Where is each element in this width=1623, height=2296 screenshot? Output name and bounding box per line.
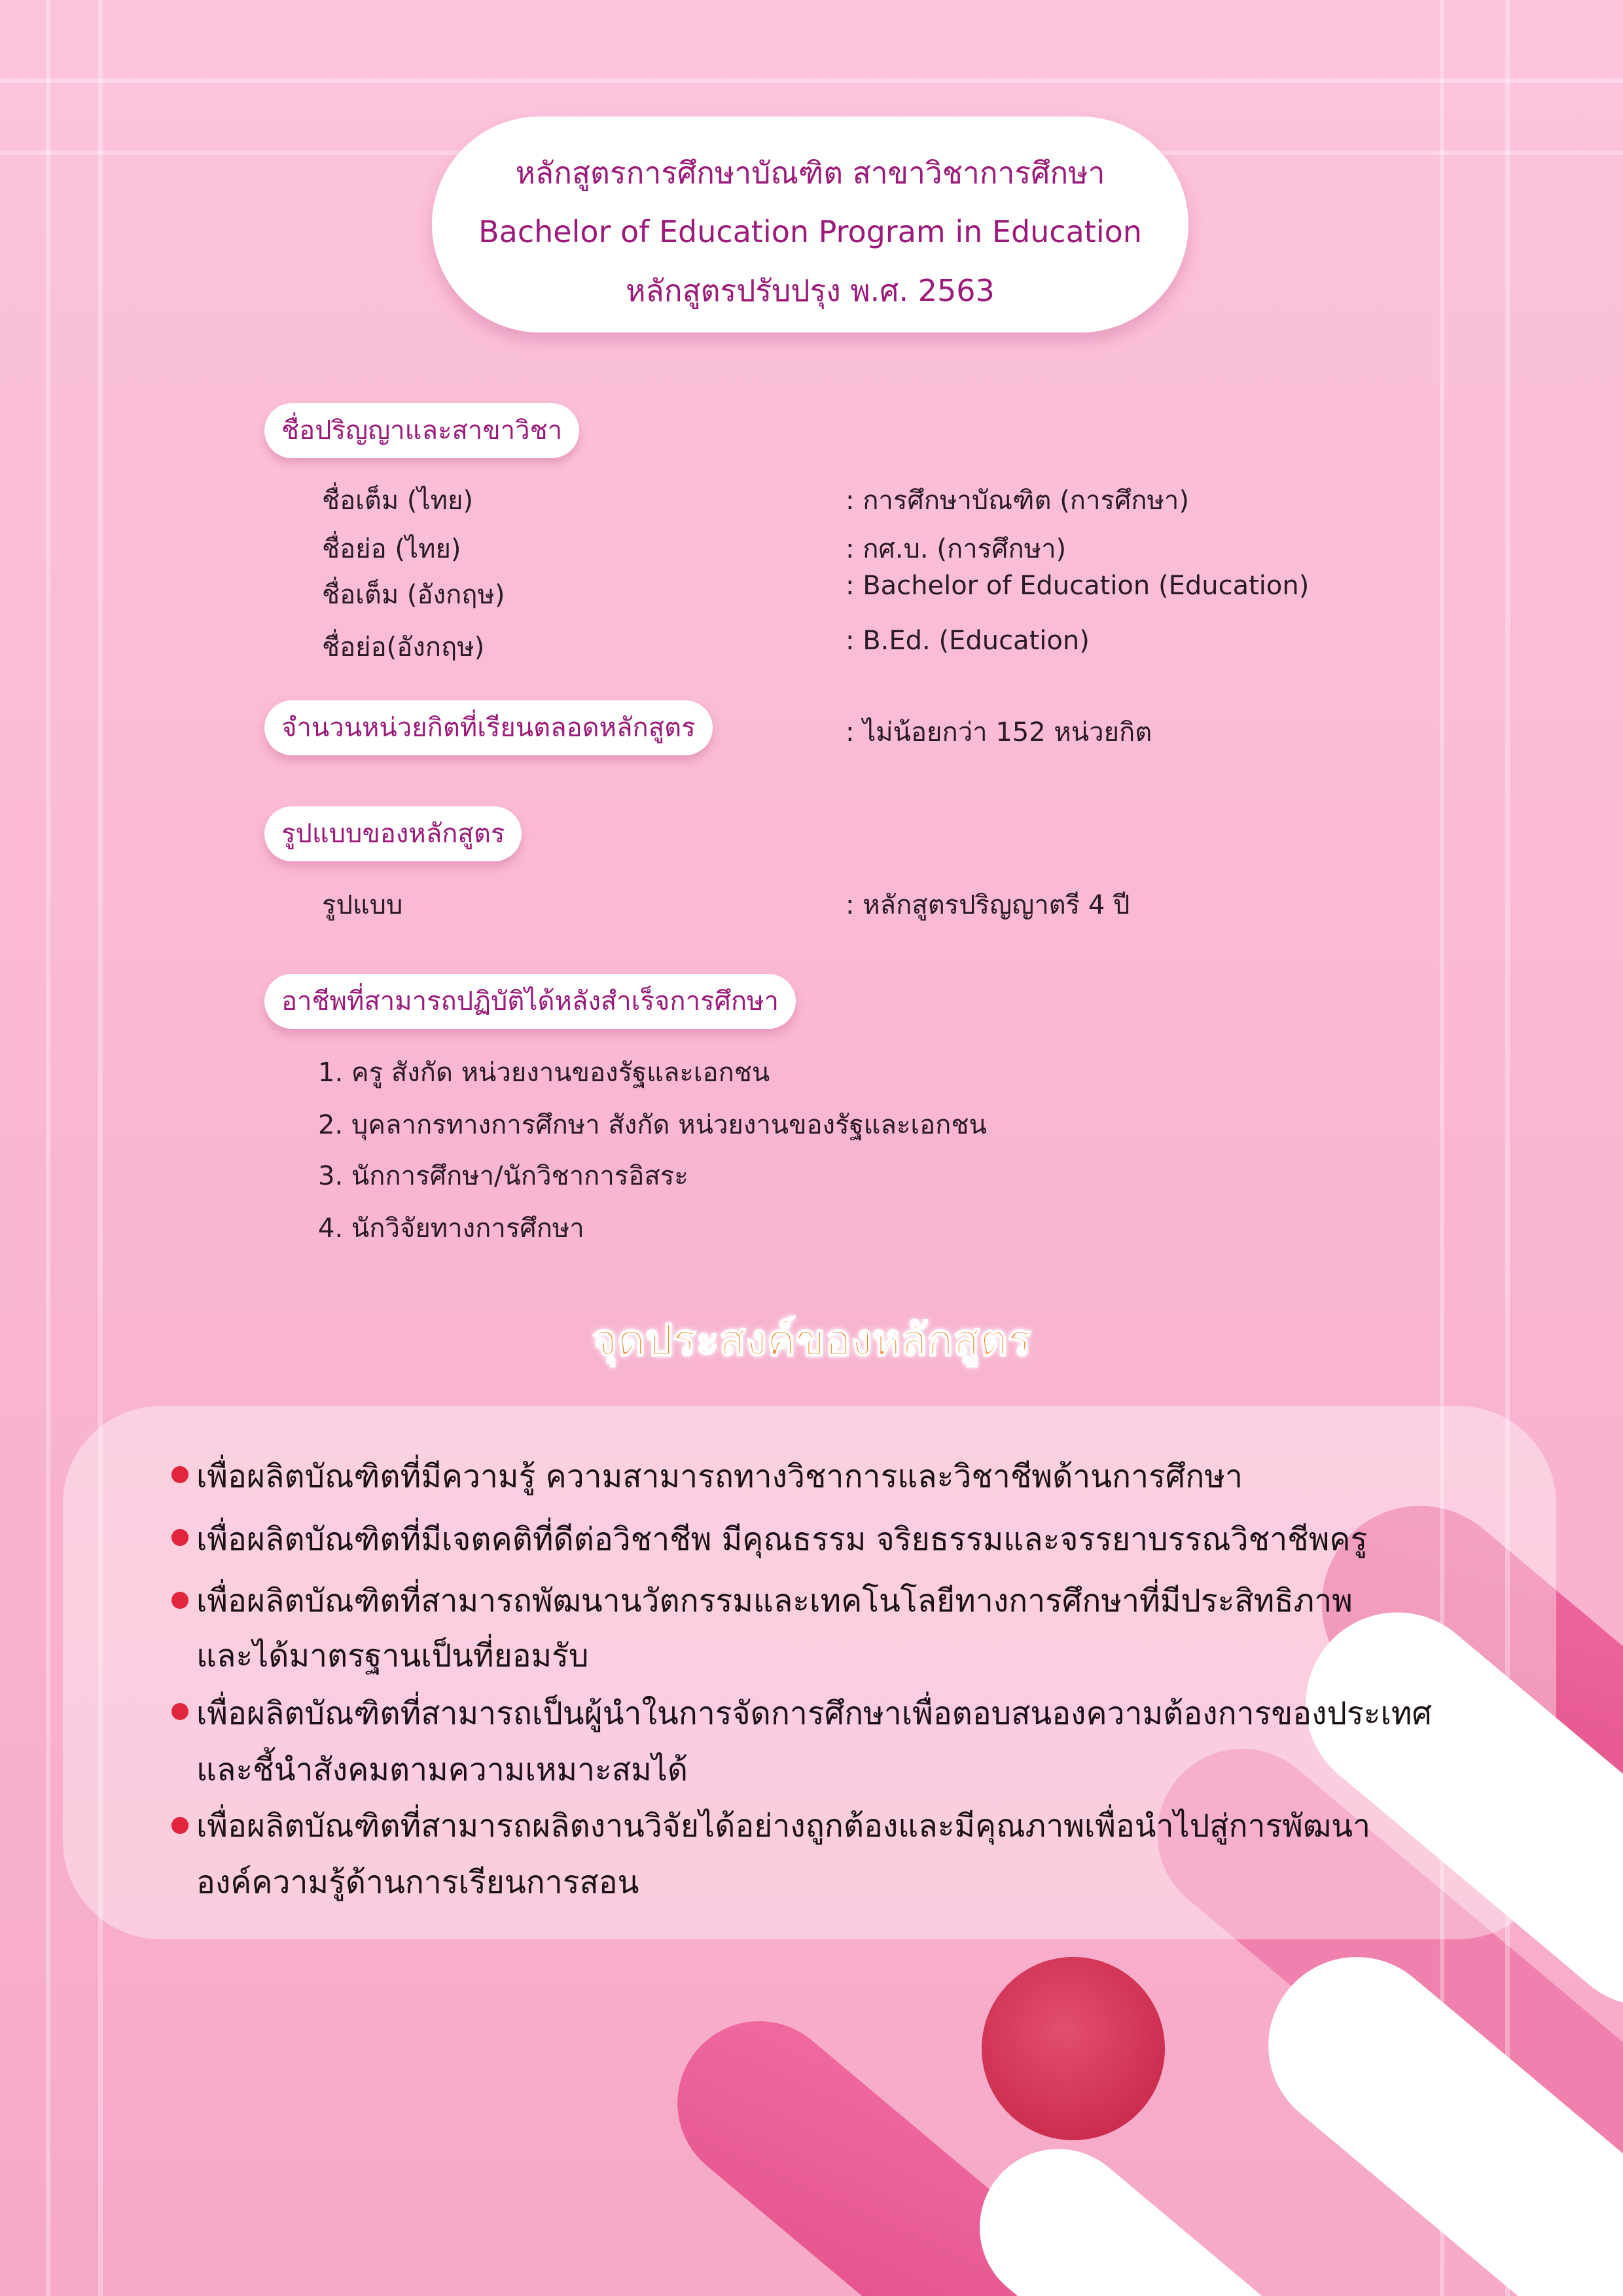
objective-item: เพื่อผลิตบัณฑิตที่สามารถผลิตงานวิจัยได้อย่างถูกต้องและมีคุณภาพเพื่อนำไปสู่การพัฒนา [196, 1808, 1371, 1844]
grid-line [1440, 0, 1444, 2296]
career-item: 3. นักการศึกษา/นักวิชาการอิสระ [318, 1161, 688, 1191]
title-line-english: Bachelor of Education Program in Education [478, 214, 1142, 249]
title-line-thai: หลักสูตรการศึกษาบัณฑิต สาขาวิชาการศึกษา [515, 155, 1105, 190]
grid-line [98, 0, 103, 2296]
degree-value-full-english: : Bachelor of Education (Education) [846, 571, 1310, 601]
bullet-icon [171, 1817, 188, 1834]
bullet-icon [171, 1466, 188, 1483]
grid-line [0, 79, 1623, 83]
objectives-heading: จุดประสงค์ของหลักสูตร [592, 1315, 1031, 1365]
career-section-heading: อาชีพที่สามารถปฏิบัติได้หลังสำเร็จการศึกษา [264, 974, 796, 1029]
objective-item-continued: องค์ความรู้ด้านการเรียนการสอน [196, 1864, 639, 1901]
grid-line [46, 0, 50, 2296]
format-section-heading: รูปแบบของหลักสูตร [264, 806, 522, 861]
format-value: : หลักสูตรปริญญาตรี 4 ปี [846, 890, 1130, 920]
degree-label-abbr-thai: ชื่อย่อ (ไทย) [322, 534, 461, 564]
degree-label-full-english: ชื่อเต็ม (อังกฤษ) [322, 580, 505, 610]
objective-item: เพื่อผลิตบัณฑิตที่สามารถพัฒนานวัตกรรมและเทคโนโลยีทางการศึกษาที่มีประสิทธิภาพ [196, 1583, 1353, 1619]
career-item: 2. บุคลากรทางการศึกษา สังกัด หน่วยงานของรัฐและเอกชน [318, 1110, 987, 1140]
objective-item-continued: และได้มาตรฐานเป็นที่ยอมรับ [196, 1638, 589, 1674]
format-label: รูปแบบ [322, 890, 403, 920]
career-item: 4. นักวิจัยทางการศึกษา [318, 1213, 584, 1244]
objective-item: เพื่อผลิตบัณฑิตที่มีเจตคติที่ดีต่อวิชาชีพ มีคุณธรรม จริยธรรมและจรรยาบรรณวิชาชีพครู [196, 1521, 1368, 1558]
degree-value-abbr-english: : B.Ed. (Education) [846, 626, 1090, 656]
objective-item-continued: และชี้นำสังคมตามความเหมาะสมได้ [196, 1751, 688, 1788]
bullet-icon [171, 1703, 188, 1720]
title-line-revision: หลักสูตรปรับปรุง พ.ศ. 2563 [626, 273, 995, 308]
degree-label-full-thai: ชื่อเต็ม (ไทย) [322, 486, 474, 516]
objective-item: เพื่อผลิตบัณฑิตที่มีความรู้ ความสามารถทางวิชาการและวิชาชีพด้านการศึกษา [196, 1458, 1243, 1495]
objective-item: เพื่อผลิตบัณฑิตที่สามารถเป็นผู้นำในการจัดการศึกษาเพื่อตอบสนองความต้องการของประเทศ [196, 1695, 1433, 1732]
career-item: 1. ครู สังกัด หน่วยงานของรัฐและเอกชน [318, 1058, 770, 1088]
bullet-icon [171, 1592, 188, 1609]
grid-line [1505, 0, 1510, 2296]
degree-value-full-thai: : การศึกษาบัณฑิต (การศึกษา) [846, 486, 1189, 516]
degree-section-heading: ชื่อปริญญาและสาขาวิชา [264, 403, 579, 458]
degree-value-abbr-thai: : กศ.บ. (การศึกษา) [846, 534, 1067, 564]
credits-value: : ไม่น้อยกว่า 152 หน่วยกิต [846, 717, 1152, 747]
degree-label-abbr-english: ชื่อย่อ(อังกฤษ) [322, 632, 485, 662]
bullet-icon [171, 1529, 188, 1546]
credits-section-heading: จำนวนหน่วยกิตที่เรียนตลอดหลักสูตร [264, 700, 713, 755]
title-card [432, 117, 1188, 332]
